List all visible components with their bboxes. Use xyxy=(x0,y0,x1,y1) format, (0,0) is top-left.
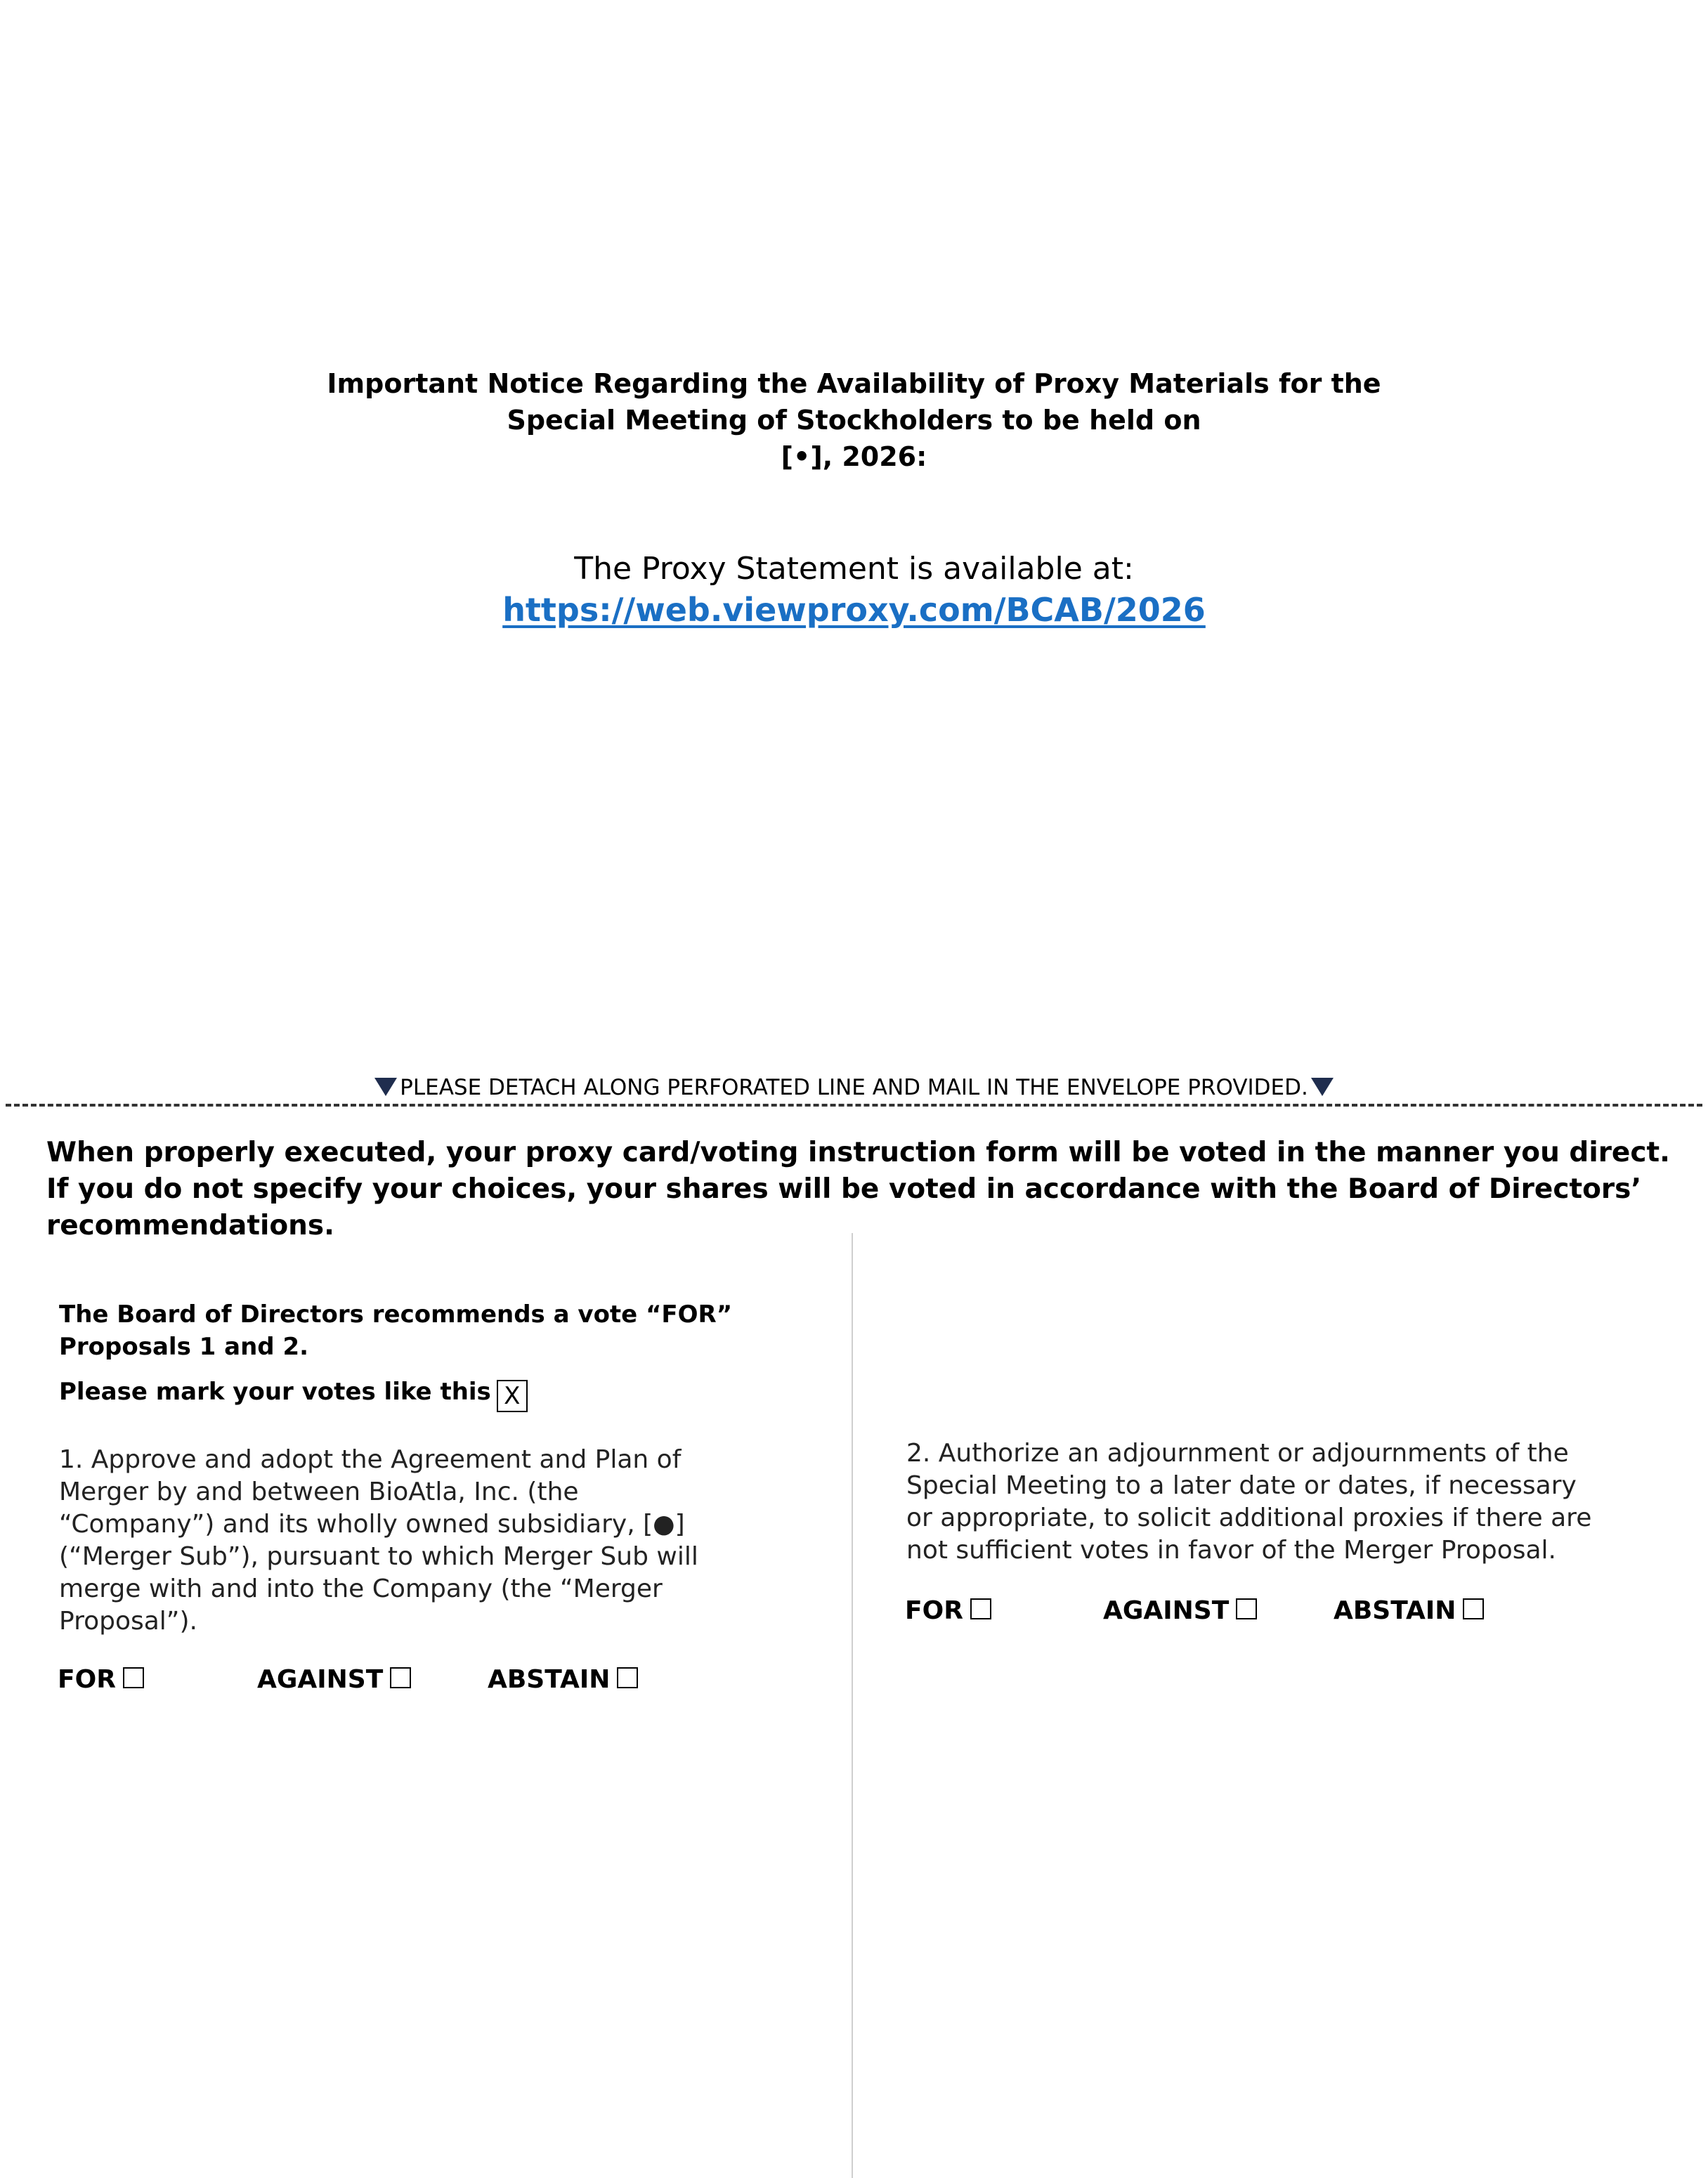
execution-line-2: If you do not specify your choices, your shares will be voted in accordance with the Board of Directors’ xyxy=(46,1173,1642,1205)
board-recommendation-line-2: Proposals 1 and 2. xyxy=(59,1333,309,1361)
against-label: AGAINST xyxy=(257,1665,384,1694)
board-recommendation-line-1: The Board of Directors recommends a vote “FOR” xyxy=(59,1300,733,1329)
proposal-2-for-option[interactable] xyxy=(905,1595,991,1627)
proposal-1-for-checkbox[interactable] xyxy=(123,1667,144,1688)
proposal-1-abstain-checkbox[interactable] xyxy=(617,1667,638,1688)
column-divider xyxy=(852,1233,853,2178)
against-label: AGAINST xyxy=(1103,1596,1230,1625)
proposal-1-line: merge with and into the Company (the “Merger xyxy=(59,1574,663,1603)
proposal-1-line: Proposal”). xyxy=(59,1607,197,1636)
proposal-2-vote-options xyxy=(905,1595,1678,1630)
perforated-line xyxy=(6,1104,1702,1107)
proposal-2-against-option[interactable] xyxy=(1103,1595,1257,1627)
notice-line-1: Important Notice Regarding the Availability of Proxy Materials for the xyxy=(327,368,1381,399)
execution-line-3: recommendations. xyxy=(46,1210,334,1241)
proposal-2-line: 2. Authorize an adjournment or adjournments of the xyxy=(906,1439,1569,1468)
down-triangle-icon xyxy=(1311,1078,1334,1096)
proposal-2-abstain-checkbox[interactable] xyxy=(1463,1598,1484,1619)
mark-example-box: X xyxy=(497,1380,528,1412)
proposal-1-line: (“Merger Sub”), pursuant to which Merger Sub will xyxy=(59,1542,698,1571)
board-recommendation xyxy=(59,1298,832,1363)
proposal-2-line: Special Meeting to a later date or dates, if necessary xyxy=(906,1471,1577,1500)
execution-line-1: When properly executed, your proxy card/voting instruction form will be voted in the manner you direct. xyxy=(46,1137,1670,1168)
proposal-1-for-option[interactable] xyxy=(58,1664,144,1696)
mark-instruction-text: Please mark your votes like this xyxy=(59,1378,491,1406)
proposal-1-against-option[interactable] xyxy=(257,1664,411,1696)
proposal-1 xyxy=(59,1444,832,1638)
proposal-1-line: Merger by and between BioAtla, Inc. (the xyxy=(59,1478,579,1506)
proposal-1-abstain-option[interactable] xyxy=(488,1664,638,1696)
availability-notice xyxy=(0,365,1708,475)
down-triangle-icon xyxy=(374,1078,397,1096)
proposal-1-against-checkbox[interactable] xyxy=(390,1667,411,1688)
execution-statement xyxy=(46,1135,1670,1244)
detach-text: PLEASE DETACH ALONG PERFORATED LINE AND MAIL IN THE ENVELOPE PROVIDED. xyxy=(400,1075,1308,1100)
proposal-2-line: or appropriate, to solicit additional proxies if there are xyxy=(906,1504,1592,1532)
notice-line-2: Special Meeting of Stockholders to be held on xyxy=(507,405,1201,436)
mark-instruction xyxy=(59,1376,528,1412)
proposal-2-for-checkbox[interactable] xyxy=(970,1598,991,1619)
proxy-statement-link[interactable]: https://web.viewproxy.com/BCAB/2026 xyxy=(502,591,1206,629)
proposal-1-vote-options xyxy=(58,1664,830,1699)
proposal-1-line: “Company”) and its wholly owned subsidiary, [●] xyxy=(59,1510,685,1539)
proxy-statement-label: The Proxy Statement is available at: xyxy=(574,551,1134,587)
for-label: FOR xyxy=(58,1665,116,1694)
proposal-2-against-checkbox[interactable] xyxy=(1236,1598,1257,1619)
proposal-2-abstain-option[interactable] xyxy=(1334,1595,1484,1627)
detach-instruction xyxy=(0,1074,1708,1102)
proposal-1-line: 1. Approve and adopt the Agreement and Plan of xyxy=(59,1445,682,1474)
for-label: FOR xyxy=(905,1596,963,1625)
proposal-2-line: not sufficient votes in favor of the Merger Proposal. xyxy=(906,1536,1556,1565)
abstain-label: ABSTAIN xyxy=(1334,1596,1456,1625)
proposal-2 xyxy=(906,1437,1679,1567)
notice-line-3: [•], 2026: xyxy=(781,441,927,472)
abstain-label: ABSTAIN xyxy=(488,1665,611,1694)
